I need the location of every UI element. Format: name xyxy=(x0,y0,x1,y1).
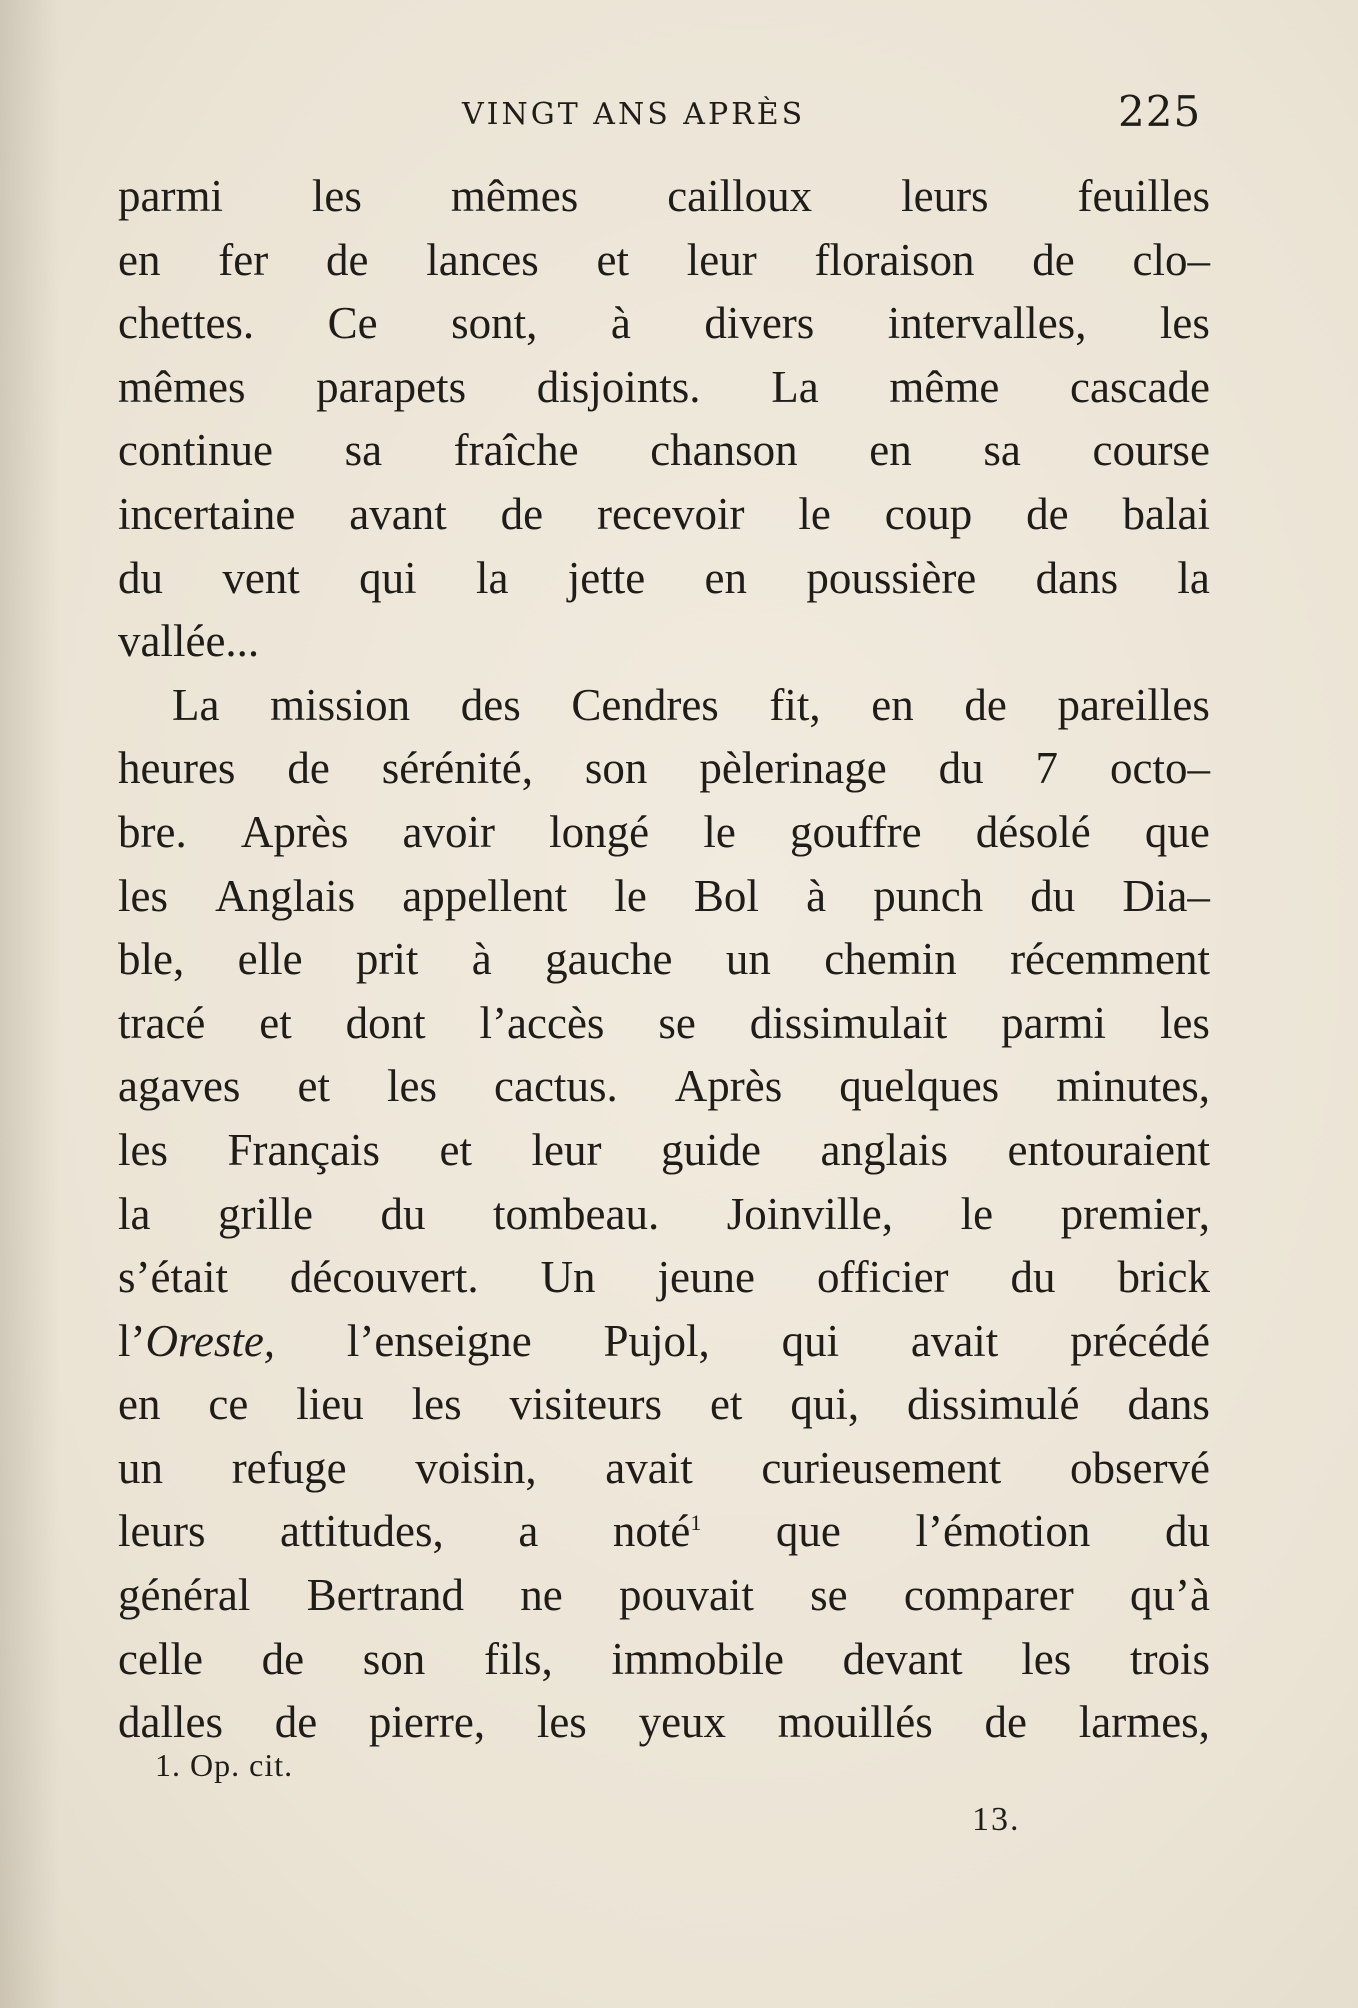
text-line: les Anglais appellent le Bol à punch du Dia– xyxy=(118,870,1210,921)
ship-name-italic: Oreste, xyxy=(145,1315,276,1366)
text-line: heures de sérénité, son pèlerinage du 7 octo– xyxy=(118,743,1210,794)
text-line: La mission des Cendres fit, en de pareilles xyxy=(172,679,1210,730)
text-line: agaves et les cactus. Après quelques minutes, xyxy=(118,1061,1210,1112)
text-line: les Français et leur guide anglais entouraient xyxy=(118,1124,1210,1175)
footnote-marker: 1 xyxy=(690,1510,702,1536)
text-line: celle de son fils, immobile devant les trois xyxy=(118,1633,1210,1684)
footnote: 1. Op. cit. xyxy=(155,1747,294,1783)
text-line: du vent qui la jette en poussière dans la xyxy=(118,552,1210,603)
text-line: vallée... xyxy=(118,616,260,667)
text-line: tracé et dont l’accès se dissimulait parmi les xyxy=(118,997,1210,1048)
text-line: continue sa fraîche chanson en sa course xyxy=(118,425,1210,476)
text-line: leurs attitudes, a noté$^1$ que l’émotion du xyxy=(118,1506,1210,1557)
text-line: mêmes parapets disjoints. La même cascade xyxy=(118,361,1210,412)
text-line: la grille du tombeau. Joinville, le premier, xyxy=(118,1188,1210,1239)
text-line: un refuge voisin, avait curieusement observé xyxy=(118,1442,1210,1493)
text-line: en ce lieu les visiteurs et qui, dissimulé dans xyxy=(118,1379,1210,1430)
body-text xyxy=(118,165,1210,1755)
running-title: VINGT ANS APRÈS xyxy=(462,97,806,132)
running-head xyxy=(0,87,1358,145)
text-line: parmi les mêmes cailloux leurs feuilles xyxy=(118,171,1210,221)
text-line: en fer de lances et leur floraison de clo– xyxy=(118,234,1210,285)
text-line: général Bertrand ne pouvait se comparer qu’à xyxy=(118,1570,1210,1621)
text-line: dalles de pierre, les yeux mouillés de larmes, xyxy=(118,1697,1210,1748)
text-line: ble, elle prit à gauche un chemin récemment xyxy=(118,934,1210,985)
page-number: 225 xyxy=(1118,87,1202,136)
text-line: bre. Après avoir longé le gouffre désolé que xyxy=(118,806,1210,857)
signature-mark: 13. xyxy=(972,1801,1021,1838)
text-line: s’était découvert. Un jeune officier du brick xyxy=(118,1252,1210,1303)
text-line: l’Oreste, l’enseigne Pujol, qui avait précédé xyxy=(118,1315,1210,1366)
text-line: incertaine avant de recevoir le coup de balai xyxy=(118,488,1210,539)
gutter-shadow xyxy=(0,0,60,2008)
text-line: chettes. Ce sont, à divers intervalles, les xyxy=(118,298,1210,349)
